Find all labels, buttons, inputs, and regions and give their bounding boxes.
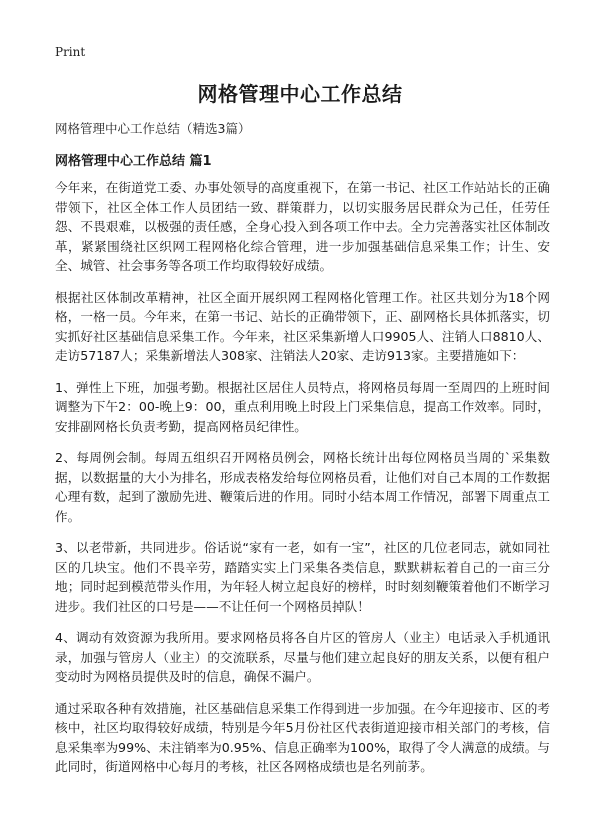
- page-title: 网格管理中心工作总结: [197, 82, 403, 106]
- paragraph: 通过采取各种有效措施，社区基础信息采集工作得到进一步加强。在今年迎接市、区的考核中，社区均取得较好成绩，特别是今年5月份社区代表街道迎接市相关部门的考核，信息采集率为99%、未注销率为0.95%、信息正确率为100%，取得了令人满意的成绩。与此同时，街道网格中心每月的考核，社区各网格成绩也是名列前茅。: [55, 700, 550, 774]
- paragraph: 今年来，在街道党工委、办事处领导的高度重视下，在第一书记、社区工作站站长的正确带领下，社区全体工作人员团结一致、群策群力，以切实服务居民群众为己任，任劳任怨、不畏艰难，以极强的责任感，全身心投入到各项工作中去。全力完善落实社区体制改革，紧紧围绕社区织网工程网格化综合管理，进一步加强基础信息采集工作；计生、安全、城管、社会事务等各项工作均取得较好成绩。: [55, 180, 550, 273]
- paragraph: 1、弹性上下班，加强考勤。根据社区居住人员特点，将网格员每周一至周四的上班时间调整为下午2：00-晚上9：00，重点利用晚上时段上门采集信息，提高工作效率。同时，安排副网格长负责考勤，提高网格员纪律性。: [55, 379, 550, 434]
- print-link[interactable]: Print: [55, 45, 86, 59]
- paragraph: 根据社区体制改革精神，社区全面开展织网工程网格化管理工作。社区共划分为18个网格，一格一员。今年来，在第一书记、站长的正确带领下，正、副网格长具体抓落实，切实抓好社区基础信息采集工作。今年来，社区采集新增人口9905人、注销人口8810人、走访57187人；采集新增法人308家、注销法人20家、走访913家。主要措施如下：: [55, 289, 550, 363]
- document-body: [55, 178, 550, 789]
- document-subtitle: 网格管理中心工作总结（精选3篇）: [55, 121, 251, 136]
- paragraph: 2、每周例会制。每周五组织召开网格员例会，网格长统计出每位网格员当周的`采集数据，以数据量的大小为排名，形成表格发给每位网格员看，让他们对自己本周的工作数据心理有数，起到了激励先进、鞭策后进的作用。同时小结本周工作情况，部署下周重点工作。: [55, 450, 550, 524]
- paragraph: 3、以老带新，共同进步。俗话说“家有一老，如有一宝”，社区的几位老同志，就如同社区的几块宝。他们不畏辛劳，踏踏实实上门采集各类信息，默默耕耘着自己的一亩三分地；同时起到模范带头作用，为年轻人树立起良好的榜样，时时刻刻鞭策着他们不断学习进步。我们社区的口号是——不让任何一个网格员掉队！: [55, 540, 550, 614]
- section-heading: 网格管理中心工作总结 篇1: [55, 154, 212, 169]
- paragraph: 4、调动有效资源为我所用。要求网格员将各自片区的管房人（业主）电话录入手机通讯录，加强与管房人（业主）的交流联系，尽量与他们建立起良好的朋友关系，以便有租户变动时为网格员提供及时的信息，确保不漏户。: [55, 630, 550, 684]
